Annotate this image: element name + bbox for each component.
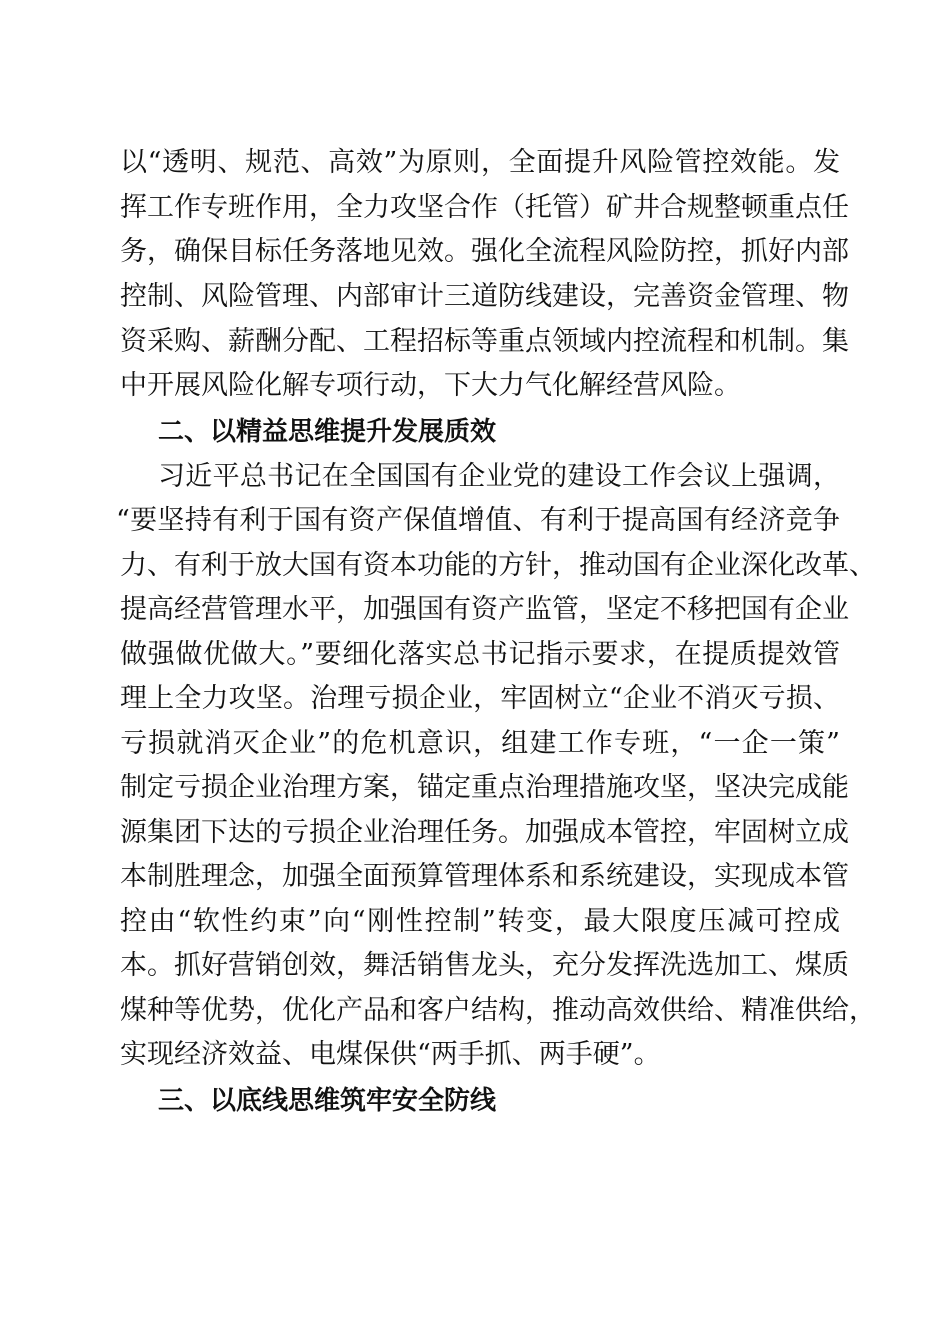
body-text-line: 控由“软性约束”向“刚性控制”转变，最大限度压减可控成 (120, 906, 840, 937)
body-text-line: 提高经营管理水平，加强国有资产监管，坚定不移把国有企业 (120, 594, 849, 625)
body-text-line: 理上全力攻坚。治理亏损企业，牢固树立“企业不消灭亏损、 (120, 683, 840, 714)
body-text-line: “要坚持有利于国有资产保值增值、有利于提高国有经济竞争 (116, 505, 840, 536)
body-text-line: 制定亏损企业治理方案，锚定重点治理措施攻坚，坚决完成能 (120, 772, 849, 803)
body-text-line: 务，确保目标任务落地见效。强化全流程风险防控，抓好内部 (120, 236, 849, 267)
body-text-line: 以“透明、规范、高效”为原则，全面提升风险管控效能。发 (120, 147, 840, 178)
body-text-line: 实现经济效益、电煤保供“两手抓、两手硬”。 (120, 1039, 661, 1070)
body-text-line: 资采购、薪酬分配、工程招标等重点领域内控流程和机制。集 (120, 326, 849, 357)
section-heading-2: 二、以精益思维提升发展质效 (158, 417, 497, 447)
body-text-line: 源集团下达的亏损企业治理任务。加强成本管控，牢固树立成 (120, 817, 849, 848)
body-text-line: 本制胜理念，加强全面预算管理体系和系统建设，实现成本管 (120, 861, 849, 892)
body-text-line: 挥工作专班作用，全力攻坚合作（托管）矿井合规整顿重点任 (120, 192, 849, 223)
body-text-line: 煤种等优势，优化产品和客户结构，推动高效供给、精准供给， (120, 995, 876, 1026)
body-text-line: 习近平总书记在全国国有企业党的建设工作会议上强调， (158, 461, 840, 492)
body-text-line: 控制、风险管理、内部审计三道防线建设，完善资金管理、物 (120, 281, 849, 312)
body-text-line: 中开展风险化解专项行动，下大力气化解经营风险。 (120, 370, 741, 401)
body-text-line: 做强做优做大。”要细化落实总书记指示要求，在提质提效管 (120, 639, 840, 670)
body-text-line: 本。抓好营销创效，舞活销售龙头，充分发挥洗选加工、煤质 (120, 950, 849, 981)
body-text-line: 力、有利于放大国有资本功能的方针，推动国有企业深化改革、 (120, 550, 876, 581)
body-text-line: 亏损就消灭企业”的危机意识，组建工作专班，“一企一策” (120, 728, 840, 759)
section-heading-3: 三、以底线思维筑牢安全防线 (158, 1086, 497, 1116)
